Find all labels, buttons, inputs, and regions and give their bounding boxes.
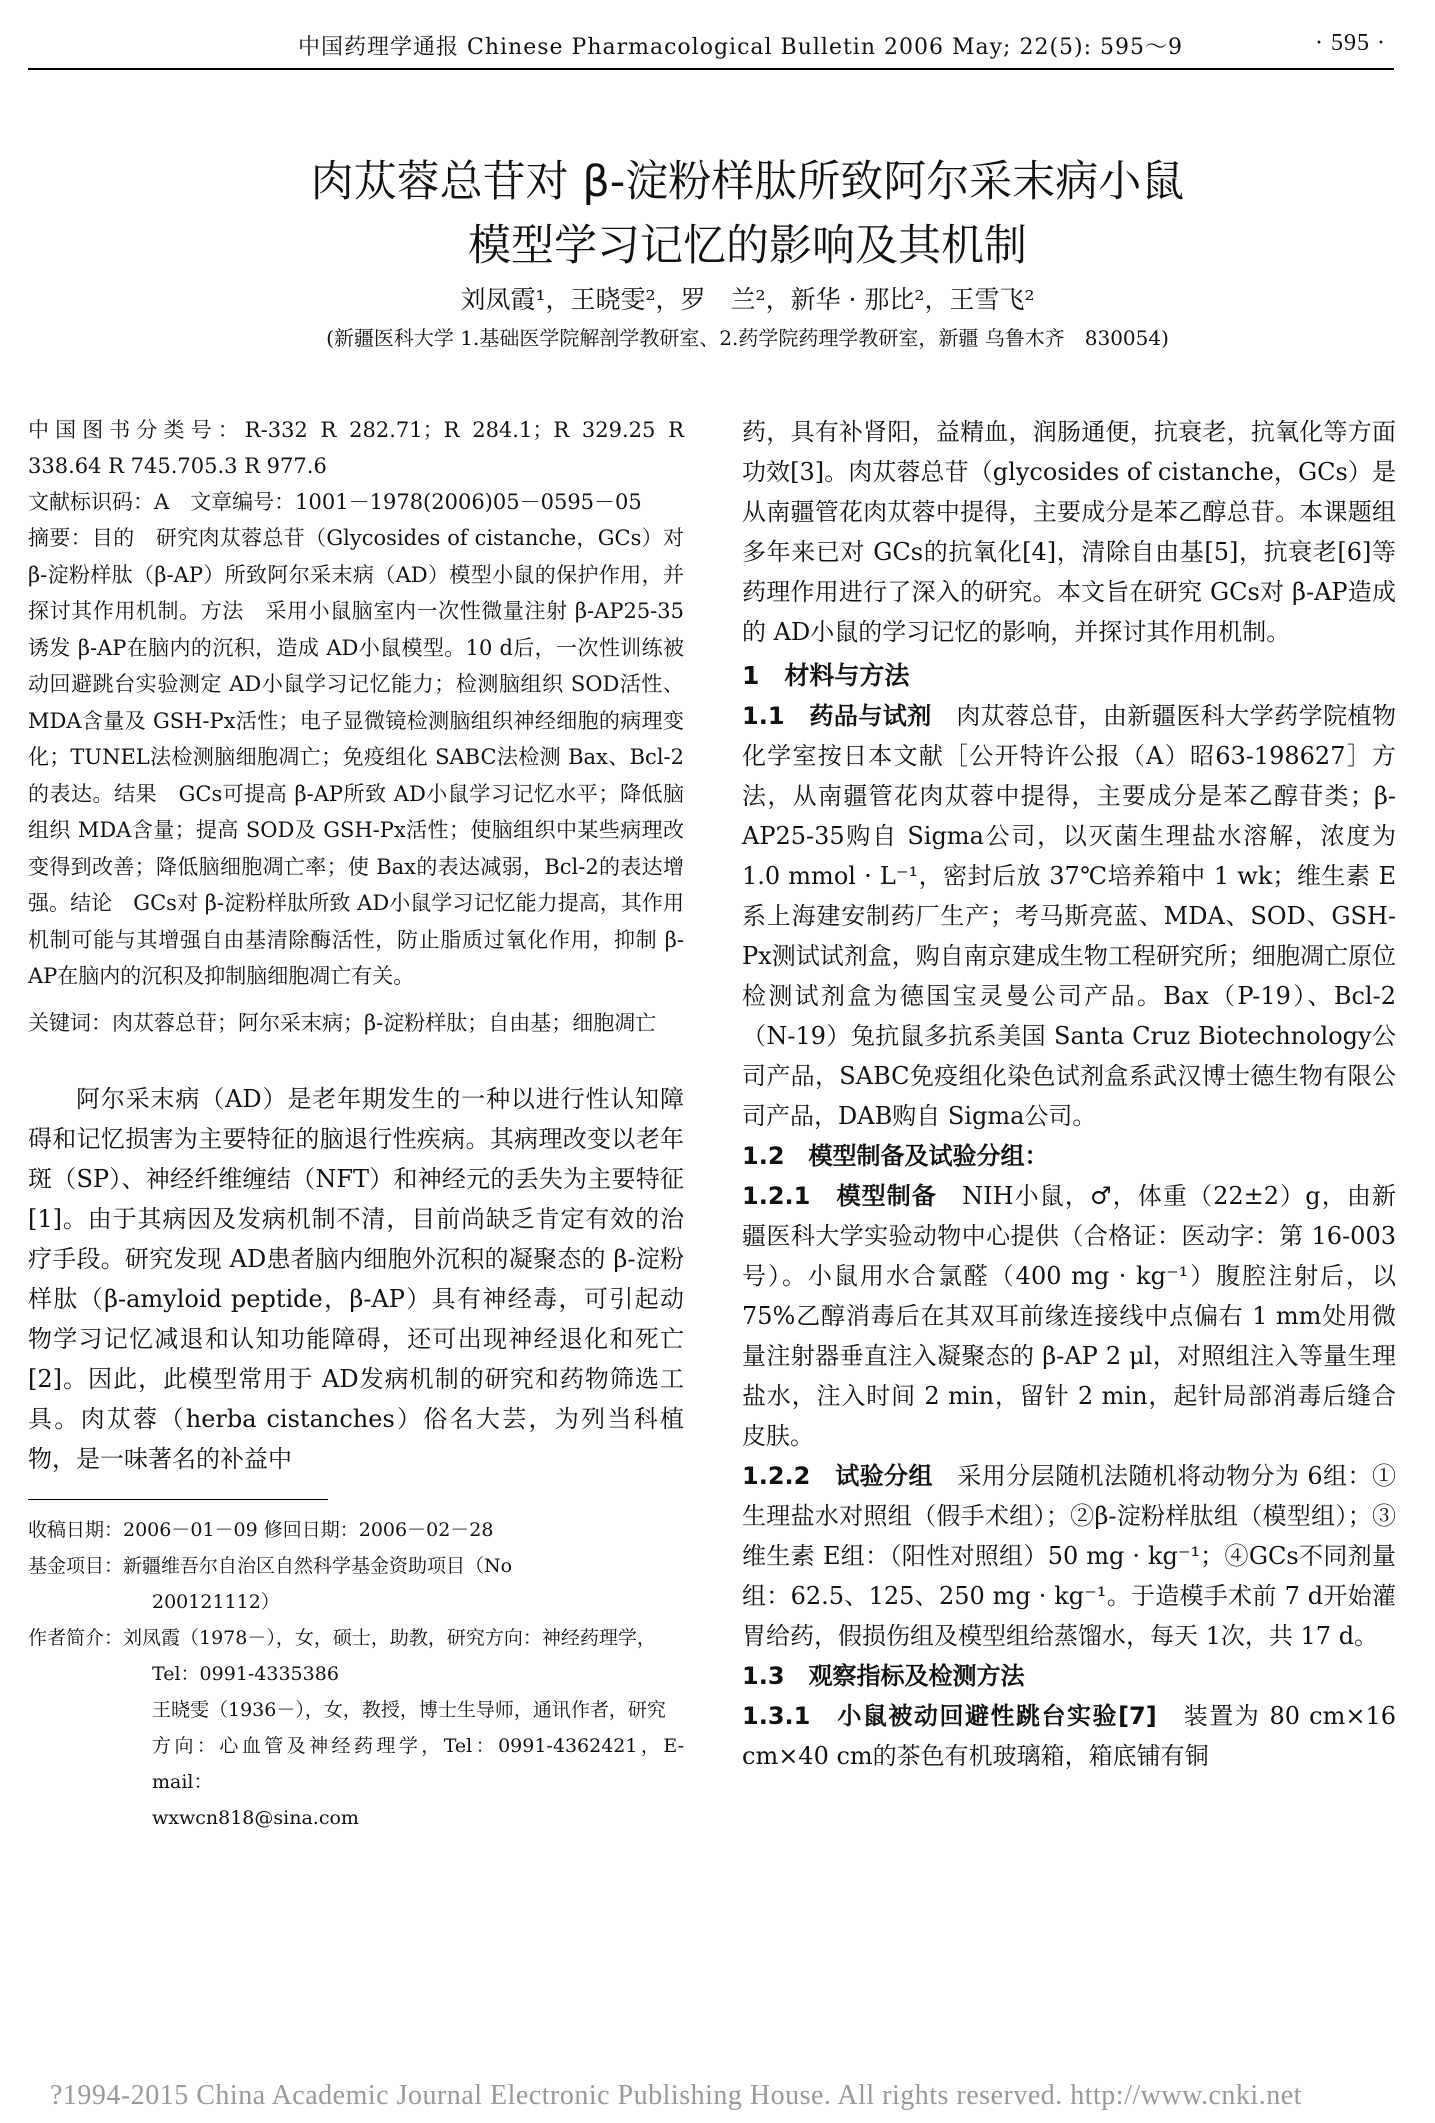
author-email: wxwcn818@sina.com <box>152 1806 359 1829</box>
journal-citation: 中国药理学通报 Chinese Pharmacological Bulletin 2006 May; 22(5): 595～9 <box>298 35 1184 60</box>
page-number: · 595 · <box>1315 30 1386 56</box>
section-1-2-1-heading: 1.2.1 模型制备 <box>742 1182 938 1210</box>
author-bio-2-contact: 方向：心血管及神经药理学，Tel：0991-4362421，E-mail： <box>152 1734 684 1793</box>
running-header <box>28 26 1394 66</box>
section-1-2-2-text: 采用分层随机法随机将动物分为 6组：①生理盐水对照组（假手术组）；②β-淀粉样肽组（模型组）；③维生素 E组：（阳性对照组）50 mg · kg⁻¹；④GCs不同剂量组：62.5、125、250 mg · kg⁻¹。于造模手术前 7 d开始灌胃给药，假损伤组及模型组给蒸馏水，每天 1次，共 17 d。 <box>742 1462 1396 1650</box>
author-bio-1: 作者简介：刘凤霞（1978－），女，硕士，助教，研究方向：神经药理学， <box>28 1626 656 1649</box>
header-rule <box>28 68 1394 70</box>
section-1-1 <box>742 696 1396 1136</box>
article-title-line2: 模型学习记忆的影响及其机制 <box>468 221 1027 271</box>
intro-paragraph: 阿尔采末病（AD）是老年期发生的一种以进行性认知障碍和记忆损害为主要特征的脑退行性疾病。其病理改变以老年斑（SP）、神经纤维缠结（NFT）和神经元的丢失为主要特征[1]。由于其病因及发病机制不清，目前尚缺乏肯定有效的治疗手段。研究发现 AD患者脑内细胞外沉积的凝聚态的 β-淀粉样肽（β-amyloid peptide，β-AP）具有神经毒，可引起动物学习记忆减退和认知功能障碍，还可出现神经退化和死亡[2]。因此，此模型常用于 AD发病机制的研究和药物筛选工具。肉苁蓉（herba cistanches）俗名大芸，为列当科植物，是一味著名的补益中 <box>28 1084 684 1473</box>
author-bio-1-tel: Tel：0991-4335386 <box>152 1662 339 1685</box>
section-1-2-2 <box>742 1456 1396 1656</box>
section-1-1-text: 肉苁蓉总苷，由新疆医科大学药学院植物化学室按日本文献［公开特许公报（A）昭63-198627］方法，从南疆管花肉苁蓉中提得，主要成分是苯乙醇苷类；β-AP25-35购自 Sigma公司，以灭菌生理盐水溶解，浓度为 1.0 mmol · L⁻¹，密封后放 37℃培养箱中 1 wk；维生素 E系上海建安制药厂生产；考马斯亮蓝、MDA、SOD、GSH-Px测试试剂盒，购自南京建成生物工程研究所；细胞凋亡原位检测试剂盒为德国宝灵曼公司产品。Bax（P-19）、Bcl-2（N-19）兔抗鼠多抗系美国 Santa Cruz Biotechnology公司产品，SABC免疫组化染色试剂盒系武汉博士德生物有限公司产品，DAB购自 Sigma公司。 <box>742 702 1397 1130</box>
document-code: 文献标识码：A 文章编号：1001－1978(2006)05－0595－05 <box>28 490 642 514</box>
copyright-footer: ?1994-2015 China Academic Journal Electronic Publishing House. All rights reserved. http://www.cnki.net <box>50 2080 1302 2111</box>
section-1-3-1-text: 装置为 80 cm×16 cm×40 cm的茶色有机玻璃箱，箱底铺有铜 <box>742 1702 1396 1770</box>
section-1-2-1 <box>742 1176 1396 1456</box>
section-1-heading: 1 材料与方法 <box>742 661 910 690</box>
section-1-3-1 <box>742 1696 1396 1776</box>
received-date: 收稿日期：2006－01－09 修回日期：2006－02－28 <box>28 1518 494 1541</box>
fund-info: 基金项目：新疆维吾尔自治区自然科学基金资助项目（No <box>28 1554 513 1577</box>
left-column <box>28 412 684 1836</box>
keywords: 关键词：肉苁蓉总苷；阿尔采末病；β-淀粉样肽；自由基；细胞凋亡 <box>28 1010 657 1035</box>
footnote-rule <box>28 1499 328 1500</box>
footnotes <box>28 1512 684 1836</box>
intro-continued: 药，具有补肾阳，益精血，润肠通便，抗衰老，抗氧化等方面功效[3]。肉苁蓉总苷（glycosides of cistanche，GCs）是从南疆管花肉苁蓉中提得，主要成分是苯乙醇总苷。本课题组多年来已对 GCs的抗氧化[4]，清除自由基[5]，抗衰老[6]等药理作用进行了深入的研究。本文旨在研究 GCs对 β-AP造成的 AD小鼠的学习记忆的影响，并探讨其作用机制。 <box>742 418 1396 646</box>
section-1-2-2-heading: 1.2.2 试验分组 <box>742 1462 933 1490</box>
article-title-line1: 肉苁蓉总苷对 β-淀粉样肽所致阿尔采末病小鼠 <box>310 157 1185 207</box>
right-column <box>742 412 1396 1776</box>
author-bio-2: 王晓雯（1936－），女，教授，博士生导师，通讯作者，研究 <box>152 1698 666 1721</box>
abstract: 摘要：目的 研究肉苁蓉总苷（Glycosides of cistanche，GCs）对 β-淀粉样肽（β-AP）所致阿尔采末病（AD）模型小鼠的保护作用，并探讨其作用机制。方法 采用小鼠脑室内一次性微量注射 β-AP25-35诱发 β-AP在脑内的沉积，造成 AD小鼠模型。10 d后，一次性训练被动回避跳台实验测定 AD小鼠学习记忆能力；检测脑组织 SOD活性、MDA含量及 GSH-Px活性；电子显微镜检测脑组织神经细胞的病理变化；TUNEL法检测脑细胞凋亡；免疫组化 SABC法检测 Bax、Bcl-2的表达。结果 GCs可提高 β-AP所致 AD小鼠学习记忆水平；降低脑组织 MDA含量；提高 SOD及 GSH-Px活性；使脑组织中某些病理改变得到改善；降低脑细胞凋亡率；使 Bax的表达减弱，Bcl-2的表达增强。结论 GCs对 β-淀粉样肽所致 AD小鼠学习记忆能力提高，其作用机制可能与其增强自由基清除酶活性，防止脂质过氧化作用，抑制 β-AP在脑内的沉积及抑制脑细胞凋亡有关。 <box>28 526 684 988</box>
section-1-3-1-heading: 1.3.1 小鼠被动回避性跳台实验[7] <box>742 1702 1157 1730</box>
section-1-2-1-text: NIH小鼠，♂，体重（22±2）g，由新疆医科大学实验动物中心提供（合格证：医动字：第 16-003号）。小鼠用水合氯醛（400 mg · kg⁻¹）腹腔注射后，以 75%乙醇消毒后在其双耳前缘连接线中点偏右 1 mm处用微量注射器垂直注入凝聚态的 β-AP 2 μl，对照组注入等量生理盐水，注入时间 2 min，留针 2 min，起针局部消毒后缝合皮肤。 <box>742 1182 1396 1450</box>
section-1-2-heading: 1.2 模型制备及试验分组： <box>742 1142 1049 1170</box>
author-list: 刘凤霞¹，王晓雯²，罗 兰²，新华 · 那比²，王雪飞² <box>460 285 1035 314</box>
section-1-1-heading: 1.1 药品与试剂 <box>742 702 932 730</box>
affiliation: (新疆医科大学 1.基础医学院解剖学教研室、2.药学院药理学教研室，新疆 乌鲁木齐 830054) <box>326 326 1169 350</box>
classification-number: 中国图书分类号：R-332 R 282.71；R 284.1；R 329.25 R 338.64 R 745.705.3 R 977.6 <box>28 418 684 478</box>
section-1-3-heading: 1.3 观察指标及检测方法 <box>742 1662 1025 1690</box>
fund-number: 200121112） <box>152 1590 280 1613</box>
